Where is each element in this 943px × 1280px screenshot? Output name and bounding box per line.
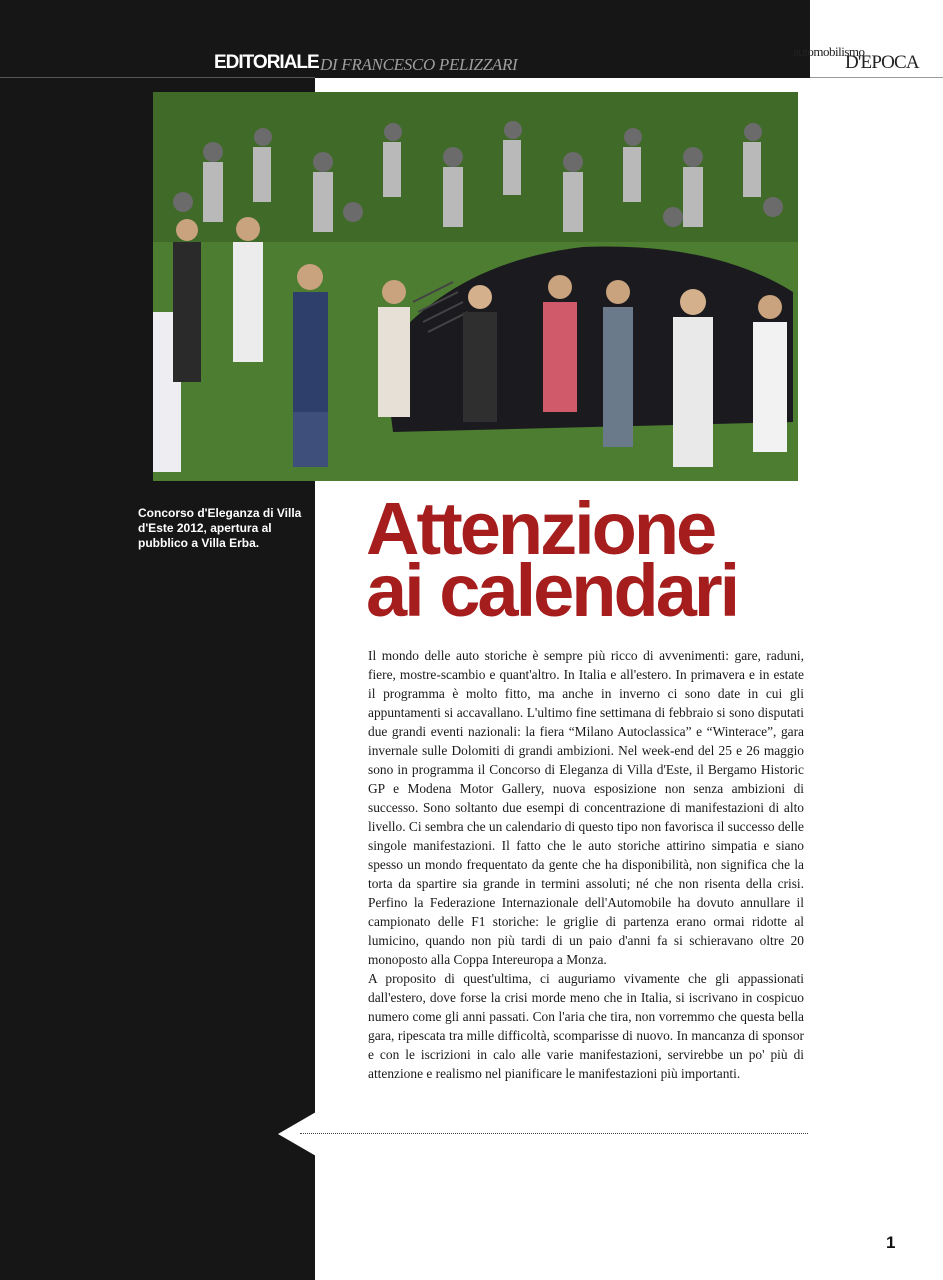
headline-line-1: Attenzione [366,487,715,570]
headline-line-2: ai calendari [366,549,738,632]
body-paragraph: Il mondo delle auto storiche è sempre più ricco di avvenimenti: gare, raduni, fiere, mostre-scambio e quant'altro. In Italia e all'estero. In primavera e in estate il programma è molto fitto, ma anche in inverno ci sono date in cui gli appuntamenti si accavallano. L'ultimo fine settimana di febbraio si sono disputati due grandi eventi nazionali: la fiera “Milano Autoclassica” e “Winterace”, gara invernale sulle Dolomiti di grandi ambizioni. Nel week-end del 25 e 26 maggio sono in programma il Concorso di Eleganza di Villa d'Este, il Bergamo Historic GP e Modena Motor Gallery, nuova esposizione non senza ambizioni di successo. Sono soltanto due esempi di concentrazione di manifestazioni di alto livello. Ci sembra che un calendario di questo tipo non favorisca il successo delle singole manifestazioni. Il fatto che le auto storiche attirino simpatia e siano spesso un mondo frequentato da gente che ha disponibilità, non significa che la torta da spartire sia grande in termini assoluti; né che non risenta della crisi. Perfino la Federazione Internazionale dell'Automobile ha dovuto annullare il campionato delle F1 storiche: le griglie di partenza erano ormai ridotte al lumicino, quando non più tardi di un paio d'anni fa si schieravano oltre 20 monoposto alla Coppa Intereuropa a Monza. [368,648,804,967]
event-photo [153,92,798,481]
author-byline: DI FRANCESCO PELIZZARI [320,55,518,74]
article-headline [366,487,738,632]
body-paragraph: A proposito di quest'ultima, ci auguriamo vivamente che gli appassionati dall'estero, dove forse la crisi morde meno che in Italia, si iscrivano in cospicuo numero come gli anni passati. Con l'aria che tira, non vorremmo che questa bella gara, ripescata tra mille difficoltà, scomparisse di nuovo. In mancanza di sponsor e con le iscrizioni in calo alle varie manifestazioni, servirebbe un po' più di attenzione e realismo nel pianificare le manifestazioni più importanti. [368,971,804,1081]
header-rule-left [0,77,315,78]
page-number: 1 [886,1233,896,1252]
article-body [368,646,804,1083]
magazine-logo-bottom: D'EPOCA [845,52,919,73]
magazine-logo-top: automobilismo [793,44,865,59]
pointer-notch [278,1112,316,1156]
header-rule-right [810,77,943,78]
dotted-separator [300,1133,808,1134]
section-label: EDITORIALE [214,52,319,73]
photo-caption: Concorso d'Eleganza di Villa d'Este 2012, apertura al pubblico a Villa Erba. [138,506,302,550]
